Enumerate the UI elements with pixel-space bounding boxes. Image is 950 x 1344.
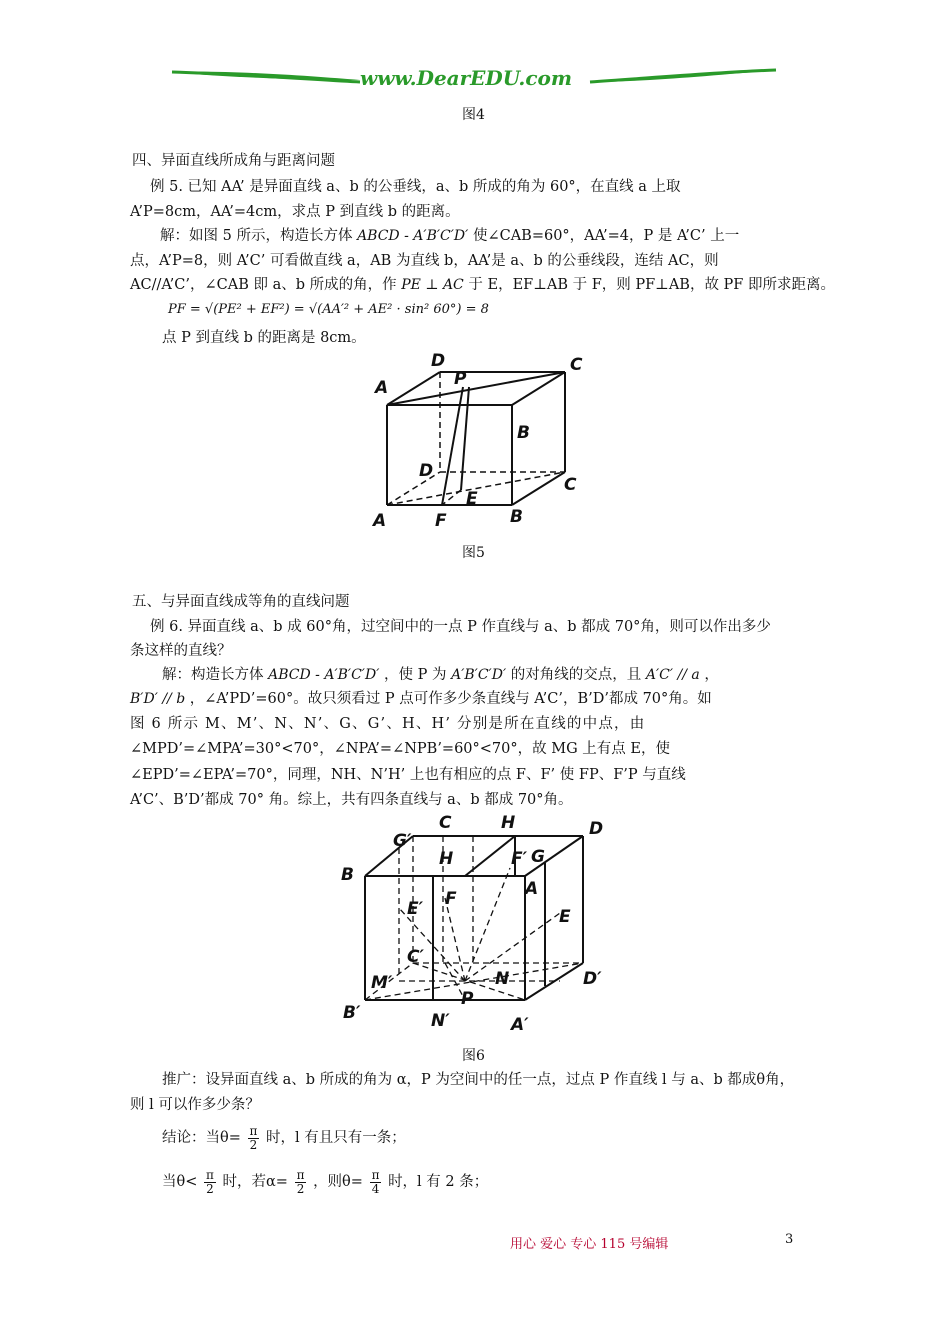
sol6-line1-c: 的对角线的交点，且 [510, 667, 642, 683]
fig5-label-A-bot: A [373, 511, 387, 531]
page-number: 3 [785, 1232, 794, 1247]
sol5-line1-a: 解：如图 5 所示，构造长方体 [160, 228, 353, 244]
fraction-2: $\frac{\pi}{2}$ [296, 1167, 305, 1196]
fig6-label-Mp: M′ [371, 973, 393, 993]
concl-b: 时，l 有且只有一条； [266, 1130, 406, 1146]
fig6-label-G: G [531, 847, 545, 867]
fraction-3: $\frac{\pi}{4}$ [371, 1167, 380, 1196]
sol5-line2: 点，A’P=8，则 A’C’ 可看做直线 a，AB 为直线 b，AA’是 a、b 的公垂线段，连结 AC，则 [130, 253, 719, 269]
header-banner [170, 58, 780, 98]
sol6-line2-b: ，∠A’PD’=60°。故只须看过 P 点可作多少条直线与 A’C’，B’D’都成 70°角。如 [189, 691, 712, 707]
sol6-line5: ∠EPD’=∠EPA’=70°，同理，NH、N’H’ 上也有相应的点 F、F’ 使 FP、F’P 与直线 [130, 767, 686, 783]
fig6-label-D: D [589, 819, 604, 839]
sol6-line1-math2: A′B′C′D′ [451, 667, 507, 683]
sol6-line2-math: B′D′ // b [130, 691, 186, 707]
fig6-label-E: E [559, 907, 571, 927]
fig5-label-C-bot: C [564, 475, 577, 495]
fig6-label-C: C [439, 813, 452, 833]
fig6-label-Bp: B′ [343, 1003, 361, 1023]
fig6-cuboid [335, 808, 625, 1038]
fig6-label-Cp: C′ [407, 947, 424, 967]
fig5-label-C-top: C [570, 355, 583, 375]
ex5-line2: A’P=8cm，AA’=4cm，求点 P 到直线 b 的距离。 [130, 204, 460, 220]
fig6-label-Fp: F′ [511, 849, 528, 869]
fig5-cuboid [365, 350, 605, 535]
fig6-label-A: A [525, 879, 539, 899]
fig6-caption: 图6 [462, 1048, 485, 1064]
sol5-line3-b: 于 E，EF⊥AB 于 F，则 PF⊥AB，故 PF 即所求距离。 [468, 277, 835, 293]
concl-a: 结论：当θ= [162, 1130, 241, 1146]
formula-pf: PF = √(PE² + EF²) = √(AA′² + AE² · sin² 60°) = 8 [168, 302, 489, 317]
conclusion-line1 [162, 1123, 406, 1153]
fig6-label-Ep: E′ [407, 899, 424, 919]
c2-a: 当θ< [162, 1174, 198, 1190]
sol5-line1-math: ABCD - A′B′C′D′ [357, 228, 469, 244]
sol6-line1-math1: ABCD - A′B′C′D′ [268, 667, 380, 683]
answer5: 点 P 到直线 b 的距离是 8cm。 [162, 330, 366, 346]
c2-c: ，则θ= [313, 1174, 363, 1190]
fig5-label-P: P [454, 369, 467, 389]
fig5-label-D-top: D [431, 351, 446, 371]
fig6-label-N: N [495, 969, 510, 989]
fig6-label-Gp: G′ [393, 831, 412, 851]
fig6-label-Dp: D′ [583, 969, 602, 989]
footer-text: 用心 爱心 专心 115 号编辑 [510, 1237, 669, 1252]
sol5-line3-math: PE ⊥ AC [401, 277, 464, 293]
fraction-pi-over-2: $\frac{\pi}{2}$ [249, 1123, 258, 1152]
ex5-line1: 例 5. 已知 AA’ 是异面直线 a、b 的公垂线，a、b 所成的角为 60°，在直线 a 上取 [150, 179, 681, 195]
sol6-line6: A’C’、B’D’都成 70° 角。综上，共有四条直线与 a、b 都成 70°角。 [130, 792, 573, 808]
fig4-caption: 图4 [462, 107, 485, 123]
header-site[interactable]: www.DearEDU.com [360, 66, 573, 90]
sol6-line1-d: ， [704, 667, 719, 683]
c2-b: 时，若α= [222, 1174, 288, 1190]
sol6-line1-math3: A′C′ // a [645, 667, 700, 683]
sol5-line3-a: AC//A’C’，∠CAB 即 a、b 所成的角，作 [130, 277, 397, 293]
ex6-line1: 例 6. 异面直线 a、b 成 60°角，过空间中的一点 P 作直线与 a、b 都成 70°角，则可以作出多少 [150, 619, 771, 635]
sol5-line1 [160, 226, 739, 246]
fig5-label-E: E [466, 489, 478, 509]
fig6-label-Ap: A′ [511, 1015, 529, 1035]
fig5-label-D-bot: D [419, 461, 434, 481]
fig5-caption: 图5 [462, 545, 485, 561]
ex6-line2: 条这样的直线？ [130, 643, 232, 659]
fraction-1: $\frac{\pi}{2}$ [206, 1167, 214, 1196]
fig5-label-B-bot: B [510, 507, 523, 527]
sol6-line4: ∠MPD’=∠MPA’=30°<70°，∠NPA’=∠NPB’=60°<70°，故 MG 上有点 E，使 [130, 741, 670, 757]
gen-line2: 则 l 可以作多少条？ [130, 1097, 260, 1113]
fig5-label-B-top: B [517, 423, 530, 443]
c2-d: 时，l 有 2 条； [388, 1174, 489, 1190]
fig6-label-F: F [445, 889, 457, 909]
fig6-label-Np: N′ [431, 1011, 450, 1031]
fig6-label-B: B [341, 865, 354, 885]
sol6-line3: 图 6 所示 M、M’、N、N’、G、G’、H、H’ 分别是所在直线的中点，由 [130, 716, 646, 732]
sol6-line2 [130, 689, 712, 709]
fig6-label-P: P [461, 989, 474, 1009]
fig6-label-H: H [501, 813, 516, 833]
sol6-line1-a: 解：构造长方体 [162, 667, 264, 683]
fig5-label-F: F [435, 511, 447, 531]
fig6-label-H-mid: H [439, 849, 454, 869]
fig5-label-A-top: A [375, 378, 389, 398]
section5-title: 五、与异面直线成等角的直线问题 [132, 594, 350, 610]
conclusion-line2 [162, 1167, 488, 1197]
sol6-line1 [162, 665, 719, 685]
section4-title: 四、异面直线所成角与距离问题 [132, 153, 335, 169]
gen-line1: 推广：设异面直线 a、b 所成的角为 α，P 为空间中的任一点，过点 P 作直线 l 与 a、b 都成θ角， [162, 1072, 795, 1088]
sol6-line1-b: ，使 P 为 [384, 667, 447, 683]
sol5-line3 [130, 275, 835, 295]
sol5-line1-b: 使∠CAB=60°，AA’=4，P 是 A’C’ 上一 [472, 228, 740, 244]
